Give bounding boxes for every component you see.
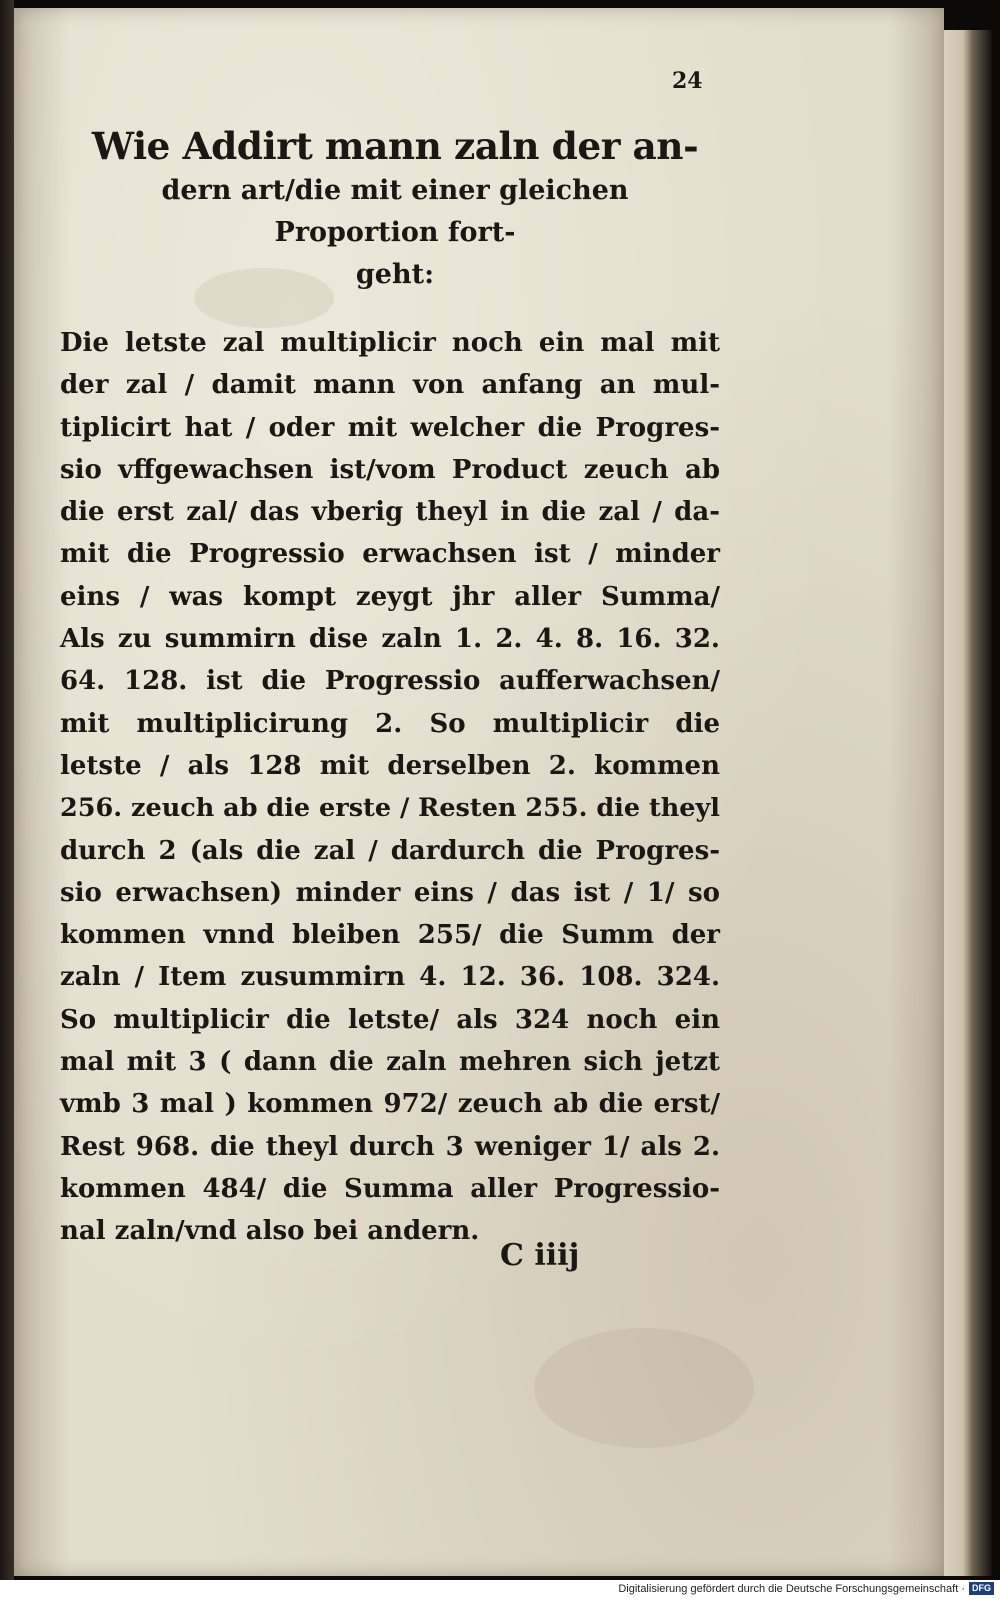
dfg-logo: DFG	[969, 1582, 994, 1595]
text-line: tiplicirt hat / oder mit welcher die Progres-	[60, 412, 720, 443]
text-line: durch 2 (als die zal / dardurch die Progres-	[60, 835, 720, 866]
text-line: zaln / Item zusummirn 4. 12. 36. 108. 324.	[60, 962, 720, 993]
text-line: mit multiplicirung 2. So multiplicir die	[60, 708, 720, 739]
text-line: letste / als 128 mit derselben 2. kommen	[60, 750, 720, 781]
page-number: 24	[672, 68, 703, 94]
text-line: nal zaln/vnd also bei andern.	[60, 1216, 480, 1247]
text-line: die erst zal/ das vberig theyl in die zal / da-	[60, 497, 720, 528]
paper-stain	[534, 1328, 754, 1448]
text-line: vmb 3 mal ) kommen 972/ zeuch ab die erst/	[60, 1089, 720, 1120]
body-paragraph	[60, 322, 720, 1253]
text-line: sio erwachsen) minder eins / das ist / 1/ so	[60, 877, 720, 908]
text-line: kommen 484/ die Summa aller Progressio-	[60, 1173, 720, 1204]
text-line: So multiplicir die letste/ als 324 noch ein	[60, 1004, 720, 1035]
heading-line: dern art/die mit einer gleichen	[161, 175, 629, 206]
text-line: Rest 968. die theyl durch 3 weniger 1/ als 2.	[60, 1131, 720, 1162]
text-line: 256. zeuch ab die erste / Resten 255. die theyl	[60, 793, 720, 824]
text-line: eins / was kompt zeygt jhr aller Summa/	[60, 581, 720, 612]
heading-line: geht:	[355, 259, 435, 290]
text-line: der zal / damit mann von anfang an mul-	[60, 370, 720, 401]
page-right-edge	[944, 30, 992, 1576]
text-line: 64. 128. ist die Progressio aufferwachsen/	[60, 666, 720, 697]
text-line: kommen vnnd bleiben 255/ die Summ der	[60, 920, 720, 951]
heading-line: Proportion fort-	[274, 217, 516, 248]
text-line: sio vffgewachsen ist/vom Product zeuch ab	[60, 454, 720, 485]
page-left-edge	[0, 0, 14, 1580]
signature-mark: C iiij	[500, 1238, 580, 1273]
funding-credit: Digitalisierung gefördert durch die Deutsche Forschungsgemeinschaft ·	[618, 1582, 965, 1595]
footer	[618, 1582, 994, 1595]
text-line: Als zu summirn dise zaln 1. 2. 4. 8. 16. 32.	[60, 624, 720, 655]
text-line: mit die Progressio erwachsen ist / minder	[60, 539, 720, 570]
text-line: mal mit 3 ( dann die zaln mehren sich jetzt	[60, 1047, 720, 1078]
heading-line: Wie Addirt mann zaln der an-	[91, 124, 699, 168]
section-heading	[90, 122, 700, 296]
text-line: Die letste zal multiplicir noch ein mal mit	[60, 328, 720, 358]
